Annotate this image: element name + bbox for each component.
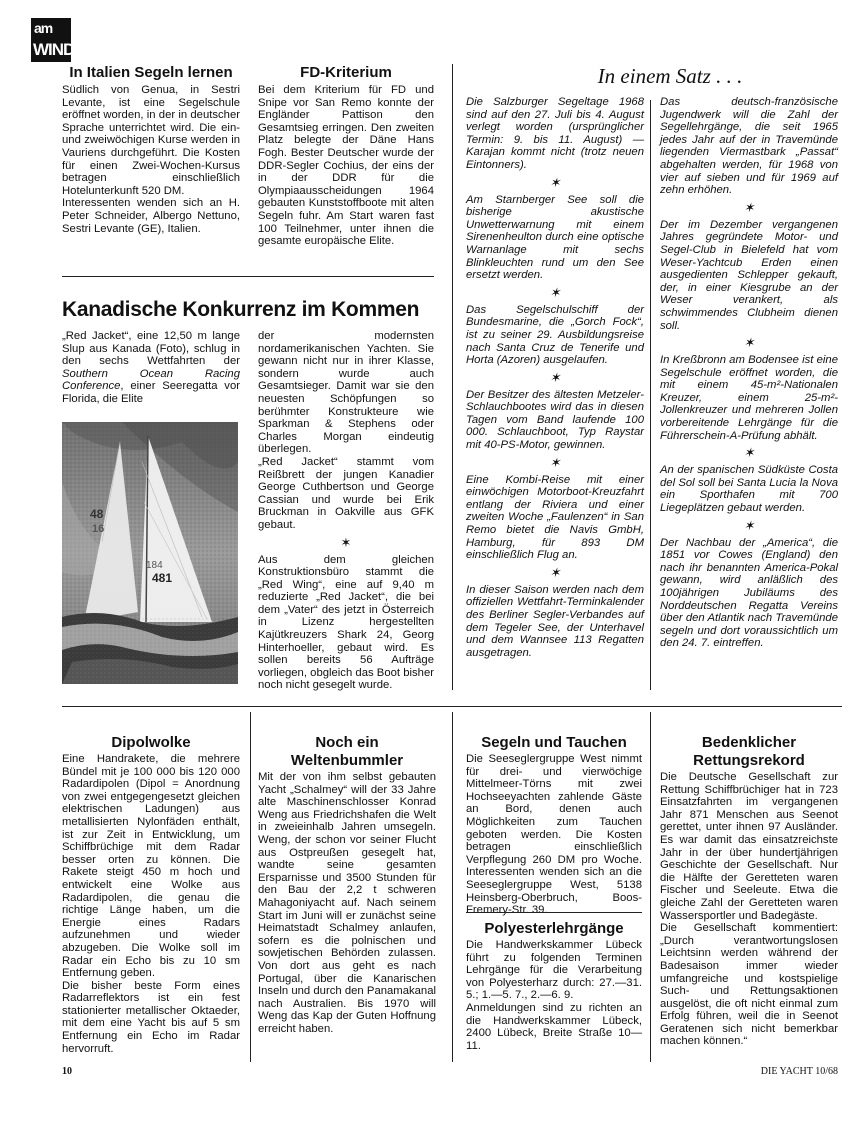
italien-paragraph-2: Interessenten wenden sich an H. Peter Schneider, Albergo Nettuno, Sestri Levante (GE), Italien. xyxy=(62,197,240,235)
star-separator: ✶ xyxy=(743,335,755,351)
kanada-intro xyxy=(62,330,240,406)
satz-item: An der spanischen Südküste Costa del Sol soll bei Santa Lucia la Nova ein Sporthafen mit 700 Liegeplätzen gebaut werden. xyxy=(660,464,838,515)
kanada-paragraph-3: Aus dem gleichen Konstruktionsbüro stammt die „Red Wing“, eine auf 9,40 m reduzierte „Red Jacket“, die bei dem „Vater“ des jetzt in Österreich in Lizenz hergestellten Kajütkreuzers Shark 24, Georg Hinterhoeller, gebaut wird. Es sollen bereits 56 Aufträge vorliegen, obgleich das Boot bisher noch nicht gesegelt wurde. xyxy=(258,553,434,692)
satz-item: Der Besitzer des ältesten Metzeler-Schlauchbootes wird das in diesen Tagen vom Band laufende 100 000. Schlauchboot, Typ Raystar mit 40-PS-Motor, gewinnen. xyxy=(466,388,644,452)
satz-item: Die Salzburger Segeltage 1968 sind auf den 27. Juli bis 4. August verlegt worden (ursprünglicher Termin: 9. bis 11. August) — Karajan kommt nicht (trotz neuen Eintonners). xyxy=(466,96,644,171)
red-jacket-photo xyxy=(62,422,238,684)
kanada-column-2 xyxy=(258,330,434,692)
article-polyester xyxy=(466,920,642,1052)
kanada-intro-b: , einer Seeregatta vor Florida, die Elite xyxy=(62,380,240,405)
satz-item: Der im Dezember vergangenen Jahres gegründete Motor- und Segel-Club in Bielefeld hat vom Weser-Yachtcub Erden einen ausgedienten Schlepper gekauft, der, in einer Kiesgrube an der Weser verankert, als schwimmendes Clubheim dienen soll. xyxy=(660,218,838,332)
kanada-heading: Kanadische Konkurrenz im Kommen xyxy=(62,298,420,321)
sail-number-2: 16 xyxy=(92,523,105,535)
article-segeln-tauchen xyxy=(466,734,642,917)
article-italien xyxy=(62,64,240,235)
satz-column-left xyxy=(466,96,644,659)
article-fd-kriterium xyxy=(258,64,434,248)
bottom-col-divider-3 xyxy=(650,712,651,1062)
top-divider xyxy=(62,276,434,277)
sailboat-image xyxy=(62,422,238,684)
welt-heading: Noch ein Weltenbummler xyxy=(290,734,404,769)
italien-paragraph-1: Südlich von Genua, in Sestri Levante, ist eine Segelschule eröffnet worden, in der in deutscher Sprache unterrichtet wird. Die ein- und zweiwöchigen Kurse werden in Vauriens durchgeführt. Die Kosten für einen Zwei-Wochen-Kursus betragen einschließlich Hotelunterkunft 520 DM. xyxy=(62,84,240,197)
satz-item: In dieser Saison werden nach dem offiziellen Wettfahrt-Terminkalender des Berliner Segler-Verbandes auf dem Tegeler See, der Unterhavel und dem Wannsee 113 Regatten ausgetragen. xyxy=(466,583,644,659)
tauchen-heading: Segeln und Tauchen xyxy=(481,734,627,751)
dipol-paragraph-1: Eine Handrakete, die mehrere Bündel mit je 100 000 bis 120 000 Radardipolen (Dipol = Anordnung von zwei entgegengesetzt gleichen elektrischen Ladungen) aus metallisierten Nylonfäden enthält, ist zur Zeit in Entwicklung, um Schiffbrüchige mit dem Radar besser orten zu können. Die Rakete steigt 450 m hoch und entwickelt eine Wolke aus Radardipolen, die genau die richtige Länge haben, um die Energie eines Radars aufzunehmen und wieder abzugeben. Die Wolke soll im Radar ein Echo bis zu 10 sm Entfernung geben. xyxy=(62,753,240,980)
satz-item: Das Segelschulschiff der Bundesmarine, die „Gorch Fock“, ist zu seiner 29. Ausbildungsreise nach Santa Cruz de Tenerife und Horta (Azoren) ausgelaufen. xyxy=(466,303,644,367)
bottom-col-divider-2 xyxy=(452,712,453,1062)
star-separator: ✶ xyxy=(549,564,561,580)
kanada-paragraph-1: der modernsten nordamerikanischen Yachten. Sie gewann nicht nur in ihrer Klasse, sondern wurde auch Gesamtsieger. Damit war sie den neuesten Schöpfungen so berühmter Konstrukteure wie Sparkman & Stephens oder Charles Morgan eindeutig überlegen. xyxy=(258,330,434,456)
fd-paragraph-1: Bei dem Kriterium für FD und Snipe vor San Remo konnte der Engländer Pattison den Gesamtsieg erringen. Den zweiten Platz belegte der Däne Hans Fogh. Bester Deutscher wurde der DDR-Segler Cochius, der eins der in der DDR für die Olympiaausscheidungen 1964 gebauten Kunststoffboote mit alten Segeln fuhr. Am Start waren fast 100 Teilnehmer, unter ihnen die gesamte europäische Elite. xyxy=(258,84,434,248)
article-dipolwolke xyxy=(62,734,240,1055)
satz-column-right xyxy=(660,96,838,650)
satz-item: In Kreßbronn am Bodensee ist eine Segelschule eröffnet worden, die mit einem 45-m²-Nationalen Kreuzer, einem 25-m²-Jollenkreuzer und mehreren Jollen vorbereitende Lehrgänge für die Führerschein-A-Prüfung abhält. xyxy=(660,354,838,442)
polyester-paragraph-1: Die Handwerkskammer Lübeck führt zu folgenden Terminen Lehrgänge für die Verarbeitung von Polyesterharz durch: 27.—31. 5.; 1.—5. 7., 2.—6. 9. xyxy=(466,939,642,1002)
star-separator: ✶ xyxy=(549,454,561,470)
polyester-paragraph-2: Anmeldungen sind zu richten an die Handwerkskammer Lübeck, 2400 Lübeck, Breite Straße 10—11. xyxy=(466,1001,642,1052)
bottom-divider xyxy=(62,706,842,707)
polyester-heading: Polyesterlehrgänge xyxy=(484,920,624,937)
star-separator: ✶ xyxy=(549,369,561,385)
satz-item: Eine Kombi-Reise mit einer einwöchigen Motorboot-Kreuzfahrt entlang der Riviera und einer zweiten Woche „Faulenzen“ in San Remo bietet die Navis GmbH, Hamburg, für 893 DM einschließlich Flug an. xyxy=(466,473,644,562)
magazine-issue: DIE YACHT 10/68 xyxy=(760,1066,838,1077)
fd-heading: FD-Kriterium xyxy=(300,64,392,81)
kanada-intro-event: Southern Ocean Racing Conference xyxy=(62,367,240,393)
article-rettungsrekord xyxy=(660,734,838,1048)
satz-item: Der Nachbau der „America“, die 1851 vor Cowes (England) den nach ihr benannten America-Pokal gewann, wird anläßlich des 100jährigen Jubiläums des Norddeutschen Regatta Vereins über den Atlantik nach Travemünde segeln und dort voraussichtlich um den 24. 7. eintreffen. xyxy=(660,536,838,650)
logo-line-2: WIND xyxy=(33,40,75,59)
star-separator: ✶ xyxy=(743,517,755,533)
article-weltenbummler xyxy=(258,734,436,1035)
dipol-paragraph-2: Die bisher beste Form eines Radarreflektors ist ein fest stationierter metallischer Oktaeder, mit dem eine Yacht bis auf 5 sm Entfernung ein Echo im Radar hervorruft. xyxy=(62,979,240,1055)
rettung-heading: Bedenklicher Rettungsrekord xyxy=(693,734,805,769)
satz-heading: In einem Satz . . . xyxy=(597,64,743,88)
star-separator: ✶ xyxy=(549,174,561,190)
star-separator: ✶ xyxy=(743,199,755,215)
dipol-heading: Dipolwolke xyxy=(111,734,191,751)
star-separator: ✶ xyxy=(549,284,561,300)
satz-item: Das deutsch-französische Jugendwerk will die Zahl der Segellehrgänge, die seit 1965 jedes Jahr auf der in Travemünde liegenden Viermastbark „Passat“ abgehalten werden, für 1968 von vier auf sieben und für 1969 auf zehn erhöhen. xyxy=(660,96,838,197)
kanada-intro-a: „Red Jacket“, eine 12,50 m lange Slup aus Kanada (Foto), schlug in den sechs Wettfahrten der xyxy=(62,330,240,368)
satz-item: Am Starnberger See soll die bisherige akustische Unwetterwarnung mit einem Sirenenheulton durch eine optische Warnanlage mit sechs Blinkleuchten rund um den See ersetzt werden. xyxy=(466,193,644,282)
satz-divider-middle xyxy=(650,100,651,690)
tauchen-paragraph-1: Die Seeseglergruppe West nimmt für drei- und vierwöchige Mittelmeer-Törns mit zwei Hochseeyachten zahlende Gäste an Bord, denen auch Möglichkeiten zum Tauchen geboten werden. Die Kosten betragen einschließlich Verpflegung 260 DM pro Woche. Interessenten wenden sich an die Seeseglergruppe West, 5138 Heinsberg-Oberbruch, Boos-Fremery-Str. 39. xyxy=(466,753,642,917)
kanada-paragraph-2: „Red Jacket“ stammt vom Reißbrett der jungen Kanadier George Cuthbertson und George Cassian und wurde bei Erik Bruckman in Oakville aus GFK gebaut. xyxy=(258,455,434,531)
polyester-divider xyxy=(466,912,642,913)
bottom-col-divider-1 xyxy=(250,712,251,1062)
star-separator: ✶ xyxy=(340,534,352,550)
sail-number-3: 184 xyxy=(146,560,163,571)
rettung-paragraph-2: Die Gesellschaft kommentiert: „Durch verantwortungslosen Leichtsinn werden während der Badesaison immer wieder umfangreiche und kostspielige Such- und Rettungsaktionen ausgelöst, die oft nicht einmal zum Erfolg führen, weil die in Seenot Geratenen sich nicht bemerkbar machen können.“ xyxy=(660,922,838,1048)
sail-number-4: 481 xyxy=(152,571,173,585)
italien-heading: In Italien Segeln lernen xyxy=(69,64,233,81)
logo-line-1: am xyxy=(34,20,53,36)
page-number: 10 xyxy=(62,1066,72,1077)
welt-paragraph-1: Mit der von ihm selbst gebauten Yacht „Schalmey“ will der 33 Jahre alte Maschinenschlosser Konrad Weng aus Friedrichshafen die Welt in zweieinhalb Jahren umsegeln. Weng, der schon vor seiner Flucht aus Ostpreußen gesegelt hat, wandte seine gesamten Ersparnisse und 3500 Stunden für den Bau der 2,2 t schweren Mahagoniyacht auf. Nach seinem Start im Juni will er zunächst seine Heimatstadt Schalmey anlaufen, sofern es die polnischen und sowjetischen Behörden zulassen. Von dort aus geht es nach Portugal, über die Kanarischen Inseln und durch den Panamakanal nach Australien. Bis 1970 will Weng das Kap der Guten Hoffnung erreicht haben. xyxy=(258,771,436,1035)
rettung-paragraph-1: Die Deutsche Gesellschaft zur Rettung Schiffbrüchiger hat in 723 Einsatzfahrten im vergangenen Jahr 871 Menschen aus Seenot gerettet, unter ihnen 97 Ausländer. Es war damit das einsatzreichste Jahr in der über hundertjährigen Geschichte der Gesellschaft. Nur die Hälfte der Geretteten waren Fischer und Seeleute. Etwa die gleiche Zahl der Geretteten waren Wassersportler und Badegäste. xyxy=(660,771,838,922)
am-wind-logo xyxy=(31,18,75,62)
star-separator: ✶ xyxy=(743,445,755,461)
satz-divider-left xyxy=(452,64,453,690)
sail-number-1: 48 xyxy=(90,507,104,521)
